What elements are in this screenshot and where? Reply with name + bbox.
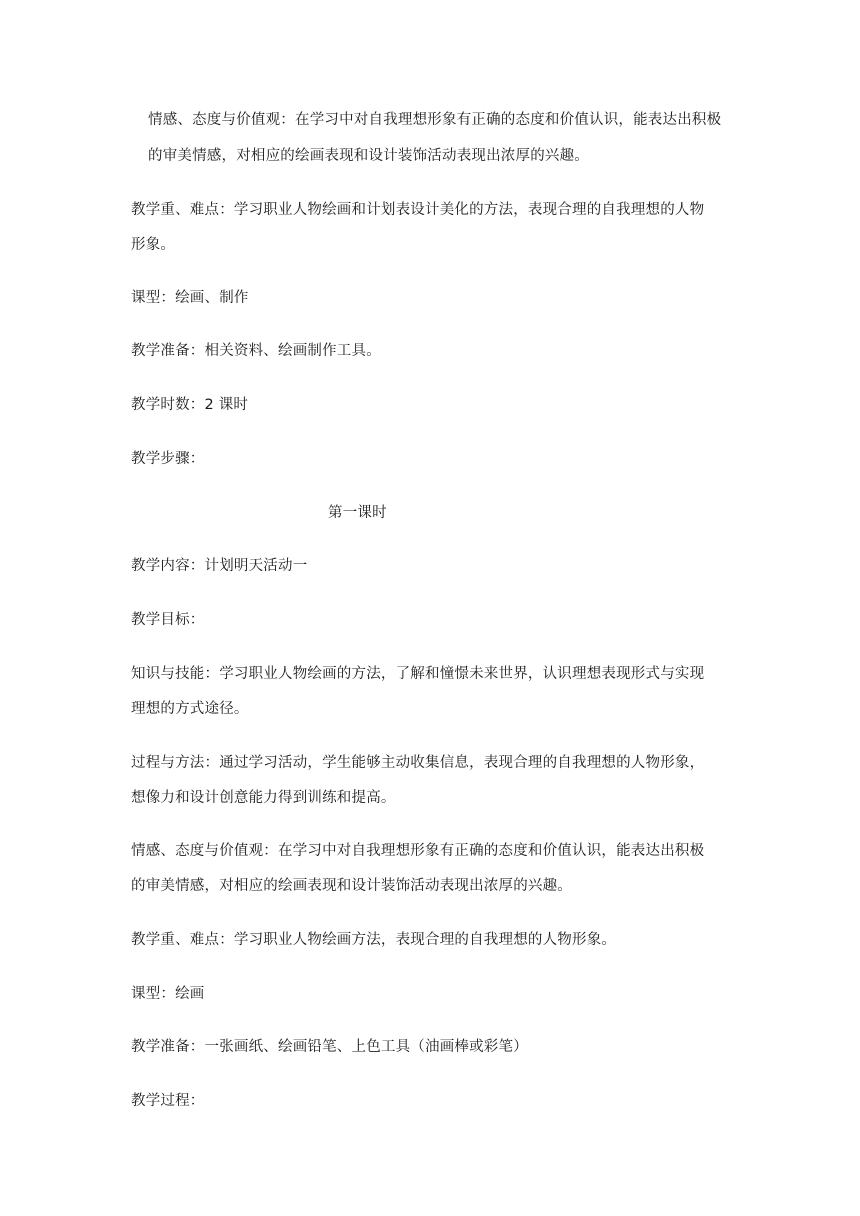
paragraph-line: 教学时数：2 课时 <box>131 397 249 413</box>
section-heading: 第一课时 <box>328 505 387 521</box>
paragraph-line: 想像力和设计创意能力得到训练和提高。 <box>131 790 396 806</box>
paragraph-line: 课型：绘画、制作 <box>131 290 249 306</box>
paragraph-line: 教学目标： <box>131 612 205 628</box>
paragraph-line: 课型：绘画 <box>131 986 205 1002</box>
paragraph-line: 教学准备：一张画纸、绘画铅笔、上色工具（油画棒或彩笔） <box>131 1039 528 1055</box>
paragraph-line: 教学重、难点：学习职业人物绘画方法，表现合理的自我理想的人物形象。 <box>131 932 617 948</box>
paragraph-line: 的审美情感，对相应的绘画表现和设计装饰活动表现出浓厚的兴趣。 <box>148 148 589 164</box>
paragraph-line: 形象。 <box>131 237 176 253</box>
paragraph-line: 过程与方法：通过学习活动，学生能够主动收集信息，表现合理的自我理想的人物形象， <box>131 755 705 771</box>
paragraph-line: 教学步骤： <box>131 451 205 467</box>
paragraph-line: 理想的方式途径。 <box>131 701 249 717</box>
paragraph-line: 情感、态度与价值观：在学习中对自我理想形象有正确的态度和价值认识，能表达出积极 <box>131 843 705 859</box>
paragraph-line: 教学重、难点：学习职业人物绘画和计划表设计美化的方法，表现合理的自我理想的人物 <box>131 202 705 218</box>
paragraph-line: 教学内容：计划明天活动一 <box>131 558 308 574</box>
paragraph-line: 教学过程： <box>131 1093 205 1109</box>
paragraph-line: 情感、态度与价值观：在学习中对自我理想形象有正确的态度和价值认识，能表达出积极 <box>148 112 722 128</box>
paragraph-line: 教学准备：相关资料、绘画制作工具。 <box>131 343 381 359</box>
paragraph-line: 的审美情感，对相应的绘画表现和设计装饰活动表现出浓厚的兴趣。 <box>131 878 572 894</box>
paragraph-line: 知识与技能：学习职业人物绘画的方法，了解和憧憬未来世界，认识理想表现形式与实现 <box>131 666 705 682</box>
